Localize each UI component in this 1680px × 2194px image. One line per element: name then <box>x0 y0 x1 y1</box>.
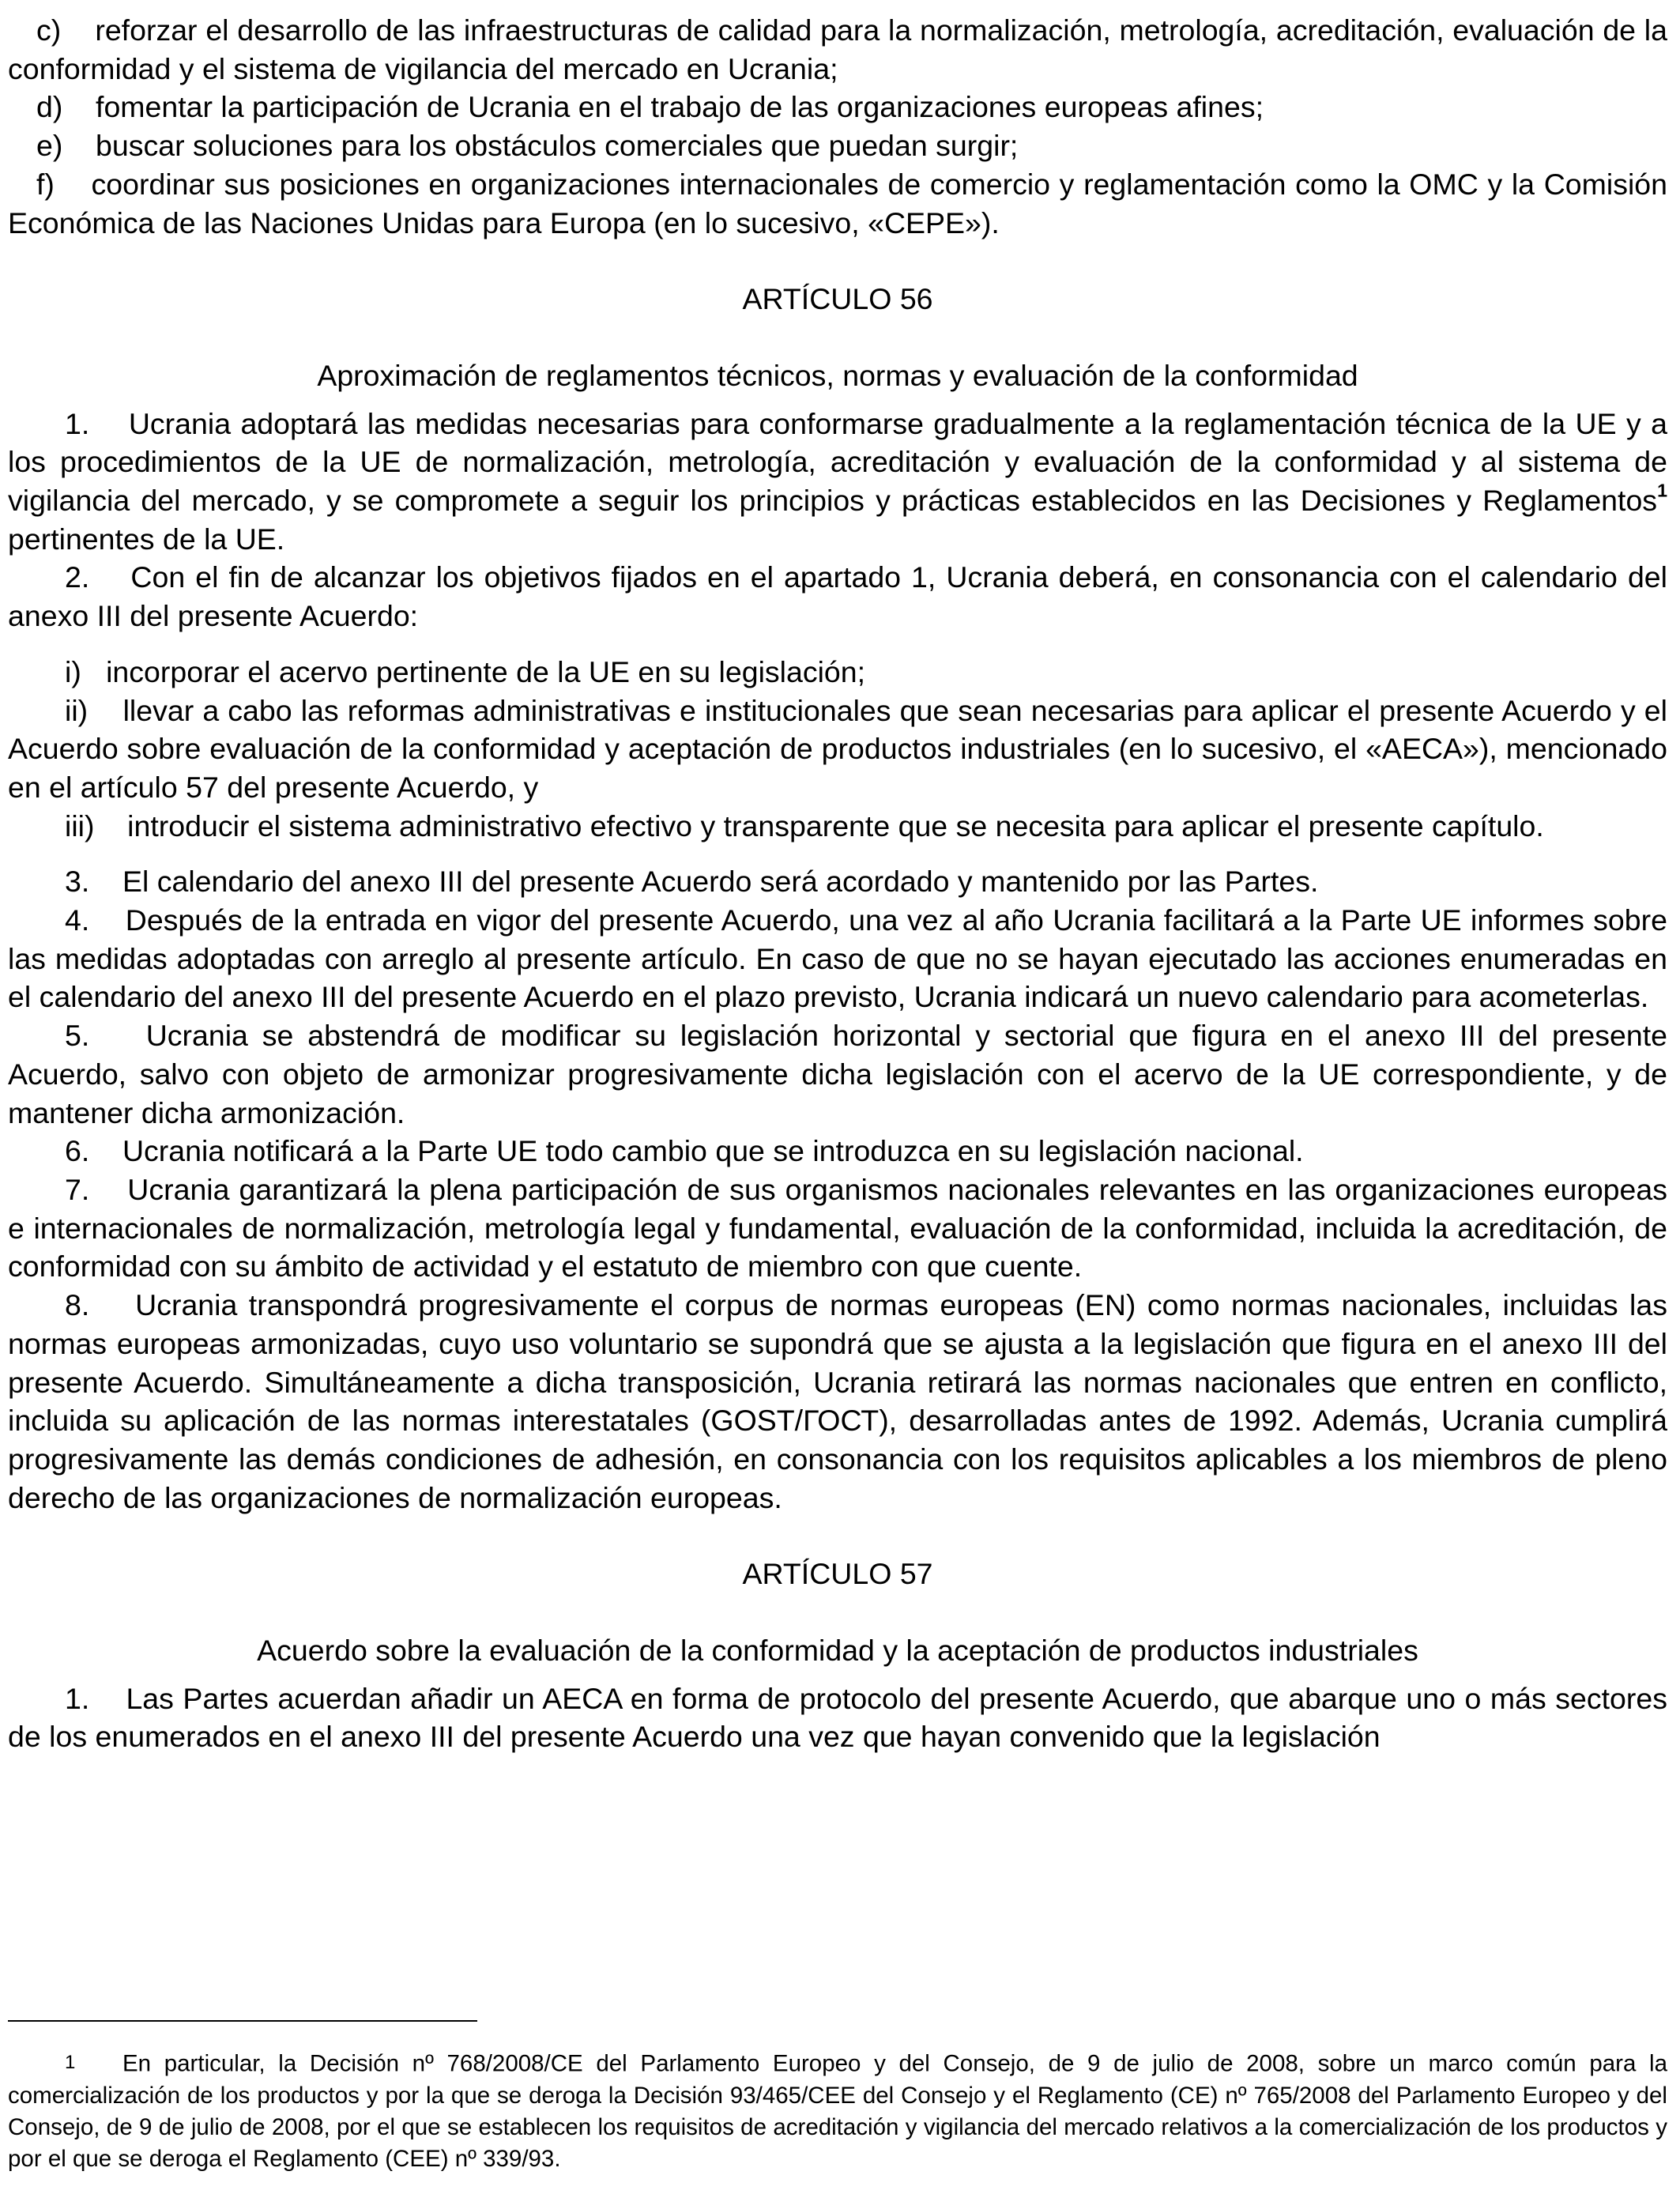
footnote-mark: 1 <box>65 2052 76 2073</box>
paragraph <box>8 1132 1667 1171</box>
roman-list <box>8 653 1667 846</box>
paragraph <box>8 1016 1667 1132</box>
list-item-label: e) <box>36 129 63 163</box>
list-item <box>8 11 1667 88</box>
paragraph <box>8 1679 1667 1756</box>
paragraph-number: 1. <box>65 406 90 440</box>
paragraph-text: Ucrania adoptará las medidas necesarias para conformarse gradualmente a la reglamentación técnica de la UE y a los procedimientos de la UE de normalización, metrología, acreditación y evaluación de la conformidad y al sistema de vigilancia del mercado, y se compromete a seguir los principios y prácticas establecidos en las Decisiones y Reglamentos <box>8 406 1667 518</box>
list-item <box>8 692 1667 807</box>
list-item-text: coordinar sus posiciones en organizaciones internacionales de comercio y reglamentación como la OMC y la Comisión Económica de las Naciones Unidas para Europa (en lo sucesivo, «CEPE»). <box>8 167 1667 239</box>
article-heading: ARTÍCULO 57 <box>742 1557 933 1591</box>
paragraph-number: 6. <box>65 1134 90 1168</box>
paragraph-text: Las Partes acuerdan añadir un AECA en forma de protocolo del presente Acuerdo, que abarque uno o más sectores de los enumerados en el anexo III del presente Acuerdo una vez que hayan convenido que la legislación <box>8 1681 1667 1754</box>
paragraph-number: 4. <box>65 903 90 937</box>
list-item <box>8 807 1667 846</box>
paragraph <box>8 405 1667 559</box>
footnote-reference[interactable]: 1 <box>1657 480 1667 501</box>
list-item-text: llevar a cabo las reformas administrativas e institucionales que sean necesarias para aplicar el presente Acuerdo y el Acuerdo sobre evaluación de la conformidad y aceptación de productos industriales (en lo sucesivo, el «AECA»), mencionado en el artículo 57 del presente Acuerdo, y <box>8 693 1667 804</box>
paragraph-number: 5. <box>65 1019 90 1053</box>
list-item <box>8 126 1667 165</box>
paragraph-text: Con el fin de alcanzar los objetivos fijados en el apartado 1, Ucrania deberá, en consonancia con el calendario del anexo III del presente Acuerdo: <box>8 560 1667 633</box>
paragraph-text: Ucrania se abstendrá de modificar su legislación horizontal y sectorial que figura en el anexo III del presente Acuerdo, salvo con objeto de armonizar progresivamente dicha legislación con el acervo de la UE correspondiente, y de mantener dicha armonización. <box>8 1019 1667 1129</box>
list-item-label: i) <box>65 654 81 688</box>
list-item <box>8 653 1667 692</box>
list-item-label: c) <box>36 13 62 47</box>
paragraph-text: El calendario del anexo III del presente Acuerdo será acordado y mantenido por las Partes. <box>122 865 1319 899</box>
paragraph-text-end: pertinentes de la UE. <box>8 522 285 556</box>
footnote <box>8 2047 1667 2175</box>
footnote-text: En particular, la Decisión nº 768/2008/CE del Parlamento Europeo y del Consejo, de 9 de julio de 2008, sobre un marco común para la comercialización de los productos y por la que se deroga la Decisión 93/465/CEE del Consejo y el Reglamento (CE) nº 765/2008 del Parlamento Europeo y del Consejo, de 9 de julio de 2008, por el que se establecen los requisitos de acreditación y vigilancia del mercado relativos a la comercialización de los productos y por el que se deroga el Reglamento (CEE) nº 339/93. <box>8 2050 1667 2172</box>
list-item-label: ii) <box>65 693 89 727</box>
paragraph-text: Ucrania notificará a la Parte UE todo cambio que se introduzca en su legislación nacional. <box>122 1134 1304 1168</box>
intro-list <box>8 11 1667 242</box>
paragraph <box>8 1286 1667 1517</box>
paragraph <box>8 558 1667 635</box>
list-item <box>8 165 1667 242</box>
paragraph <box>8 901 1667 1016</box>
footnote-text-block <box>8 2047 1667 2175</box>
footnote-separator <box>8 2020 477 2022</box>
paragraph-number: 7. <box>65 1172 90 1206</box>
list-item-text: incorporar el acervo pertinente de la UE en su legislación; <box>106 654 866 688</box>
list-item-text: fomentar la participación de Ucrania en el trabajo de las organizaciones europeas afines; <box>96 90 1264 124</box>
paragraph <box>8 862 1667 901</box>
article-title: Aproximación de reglamentos técnicos, normas y evaluación de la conformidad <box>317 358 1358 392</box>
list-item-text: reforzar el desarrollo de las infraestructuras de calidad para la normalización, metrología, acreditación, evaluación de la conformidad y el sistema de vigilancia del mercado en Ucrania; <box>8 13 1667 85</box>
list-item-label: d) <box>36 90 63 124</box>
paragraph-text: Después de la entrada en vigor del presente Acuerdo, una vez al año Ucrania facilitará a la Parte UE informes sobre las medidas adoptadas con arreglo al presente artículo. En caso de que no se hayan ejecutado las acciones enumeradas en el calendario del anexo III del presente Acuerdo en el plazo previsto, Ucrania indicará un nuevo calendario para acometerlas. <box>8 903 1667 1014</box>
list-item-text: buscar soluciones para los obstáculos comerciales que puedan surgir; <box>96 129 1019 163</box>
list-item-text: introducir el sistema administrativo efectivo y transparente que se necesita para aplicar el presente capítulo. <box>127 809 1544 843</box>
paragraph-text: Ucrania garantizará la plena participación de sus organismos nacionales relevantes en las organizaciones europeas e internacionales de normalización, metrología legal y fundamental, evaluación de la conformidad, incluida la acreditación, de conformidad con su ámbito de actividad y el estatuto de miembro con que cuente. <box>8 1172 1667 1284</box>
paragraph-text: Ucrania transpondrá progresivamente el corpus de normas europeas (EN) como normas nacionales, incluidas las normas europeas armonizadas, cuyo uso voluntario se supondrá que se ajusta a la legislación que figura en el anexo III del presente Acuerdo. Simultáneamente a dicha transposición, Ucrania retirará las normas nacionales que entren en conflicto, incluida su aplicación de las normas interestatales (GOST/ГОСТ), desarrolladas antes de 1992. Además, Ucrania cumplirá progresivamente las demás condiciones de adhesión, en consonancia con los requisitos aplicables a los miembros de pleno derecho de las organizaciones de normalización europeas. <box>8 1288 1667 1514</box>
article-title: Acuerdo sobre la evaluación de la conformidad y la aceptación de productos industriales <box>257 1634 1418 1668</box>
list-item <box>8 88 1667 126</box>
list-item-label: f) <box>36 167 55 201</box>
article-heading: ARTÍCULO 56 <box>742 282 933 316</box>
paragraph-number: 8. <box>65 1288 90 1322</box>
document-page <box>8 11 1667 1756</box>
list-item-label: iii) <box>65 809 95 843</box>
paragraph <box>8 1171 1667 1286</box>
paragraph-number: 3. <box>65 865 90 899</box>
paragraph-number: 2. <box>65 560 90 594</box>
paragraph-number: 1. <box>65 1681 90 1715</box>
